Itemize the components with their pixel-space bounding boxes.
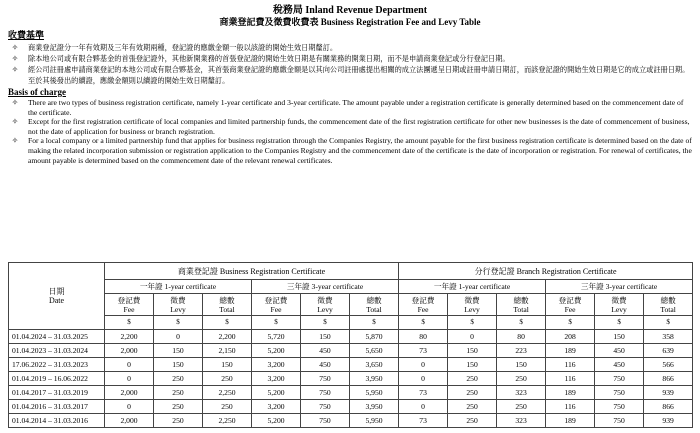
amount-cell: 639 — [644, 344, 693, 358]
amount-cell: 116 — [546, 372, 595, 386]
amount-cell: 2,000 — [105, 414, 154, 428]
table-row — [9, 344, 693, 358]
amount-cell: 323 — [497, 414, 546, 428]
amount-cell: 5,720 — [252, 330, 301, 344]
amount-cell: 189 — [546, 344, 595, 358]
date-range-cell: 01.04.2023 – 31.03.2024 — [9, 344, 105, 358]
amount-cell: 939 — [644, 386, 693, 400]
amount-cell: 750 — [595, 414, 644, 428]
fee-levy-table — [8, 262, 693, 428]
title-en: Inland Revenue Department — [305, 5, 428, 16]
table-row — [9, 358, 693, 372]
date-range-cell: 01.04.2024 – 31.03.2025 — [9, 330, 105, 344]
amount-cell: 3,950 — [350, 372, 399, 386]
amount-cell: 2,250 — [203, 386, 252, 400]
amount-cell: 0 — [448, 330, 497, 344]
column-header-total: 總數 Total — [644, 294, 693, 316]
amount-cell: 0 — [105, 400, 154, 414]
amount-cell: 0 — [154, 330, 203, 344]
amount-cell: 223 — [497, 344, 546, 358]
br-certificate-header: 商業登記證 Business Registration Certificate — [105, 263, 399, 280]
page-subtitle — [8, 17, 692, 29]
amount-cell: 73 — [399, 344, 448, 358]
unit-cell: $ — [252, 316, 301, 330]
amount-cell: 150 — [203, 358, 252, 372]
bullet-icon: ✧ — [11, 65, 19, 74]
page-title — [8, 5, 692, 17]
amount-cell: 189 — [546, 386, 595, 400]
branch-one-year-header: 一年證 1-year certificate — [399, 280, 546, 294]
title-zh: 稅務局 — [272, 5, 303, 16]
subtitle-en: Business Registration Fee and Levy Table — [320, 17, 481, 27]
unit-cell: $ — [203, 316, 252, 330]
amount-cell: 250 — [154, 386, 203, 400]
amount-cell: 0 — [105, 372, 154, 386]
subtitle-zh: 商業登記費及徵費收費表 — [219, 18, 319, 28]
table-row — [9, 414, 693, 428]
br-one-year-header: 一年證 1-year certificate — [105, 280, 252, 294]
amount-cell: 0 — [399, 372, 448, 386]
amount-cell: 250 — [448, 414, 497, 428]
amount-cell: 323 — [497, 386, 546, 400]
amount-cell: 939 — [644, 414, 693, 428]
amount-cell: 250 — [448, 386, 497, 400]
amount-cell: 2,200 — [105, 330, 154, 344]
amount-cell: 250 — [497, 400, 546, 414]
amount-cell: 250 — [203, 372, 252, 386]
unit-cell: $ — [350, 316, 399, 330]
amount-cell: 450 — [595, 358, 644, 372]
amount-cell: 866 — [644, 372, 693, 386]
amount-cell: 250 — [154, 372, 203, 386]
column-header-total: 總數 Total — [203, 294, 252, 316]
amount-cell: 750 — [595, 400, 644, 414]
amount-cell: 250 — [448, 400, 497, 414]
amount-cell: 750 — [595, 372, 644, 386]
amount-cell: 5,650 — [350, 344, 399, 358]
amount-cell: 73 — [399, 386, 448, 400]
amount-cell: 450 — [301, 358, 350, 372]
table-row — [9, 330, 693, 344]
amount-cell: 5,200 — [252, 386, 301, 400]
column-header-fee: 登記費 Fee — [105, 294, 154, 316]
table-row — [9, 386, 693, 400]
unit-cell: $ — [497, 316, 546, 330]
basis-item-zh: ✧ 商業登記證分一年有效期及三年有效期兩種，登記證的應繳金額一般以該證的開始生效日期釐訂。 — [8, 42, 692, 53]
unit-cell: $ — [301, 316, 350, 330]
amount-cell: 2,000 — [105, 386, 154, 400]
amount-cell: 2,250 — [203, 414, 252, 428]
bullet-icon: ✧ — [11, 136, 19, 146]
amount-cell: 150 — [595, 330, 644, 344]
amount-cell: 750 — [301, 372, 350, 386]
br-three-year-header: 三年證 3-year certificate — [252, 280, 399, 294]
column-header-fee: 登記費 Fee — [252, 294, 301, 316]
column-header-fee: 登記費 Fee — [546, 294, 595, 316]
amount-cell: 750 — [301, 414, 350, 428]
column-header-levy: 徵費 Levy — [301, 294, 350, 316]
amount-cell: 3,200 — [252, 372, 301, 386]
amount-cell: 2,150 — [203, 344, 252, 358]
bullet-icon: ✧ — [11, 117, 19, 127]
basis-item-zh: ✧ 除本地公司或有限合夥基金的首張登記證外，其他新開業務的首張登記證的開始生效日期是有關業務的開業日期，而不是申請商業登記或分行登記日期。 — [8, 53, 692, 64]
amount-cell: 2,000 — [105, 344, 154, 358]
amount-cell: 750 — [301, 386, 350, 400]
amount-cell: 150 — [448, 358, 497, 372]
amount-cell: 250 — [154, 400, 203, 414]
amount-cell: 450 — [595, 344, 644, 358]
basis-item-en: ✧ Except for the first registration certificate of local companies and limited partnership funds, the commencement date of the first registration certificate for other new businesses is the date of commencement of business, not the date of application for business or branch registration. — [8, 117, 692, 136]
unit-cell: $ — [595, 316, 644, 330]
basis-heading-zh: 收費基準 — [8, 31, 45, 41]
branch-three-year-header: 三年證 3-year certificate — [546, 280, 693, 294]
amount-cell: 150 — [448, 344, 497, 358]
unit-row — [9, 316, 693, 330]
column-header-levy: 徵費 Levy — [595, 294, 644, 316]
column-header-total: 總數 Total — [350, 294, 399, 316]
table-body — [9, 330, 693, 428]
amount-cell: 5,950 — [350, 386, 399, 400]
column-header-total: 總數 Total — [497, 294, 546, 316]
amount-cell: 150 — [497, 358, 546, 372]
amount-cell: 189 — [546, 414, 595, 428]
amount-cell: 3,950 — [350, 400, 399, 414]
amount-cell: 3,650 — [350, 358, 399, 372]
amount-cell: 0 — [105, 358, 154, 372]
basis-item-en: ✧ For a local company or a limited partnership fund that applies for business registration through the Companies Registry, the amount payable for the first business registration certificate is determined based on the date of making the related incorporation submission or registration application to the Companies Registry and the commencement date of the certificate is the date of incorporation or registration. For renewal of certificates, the amount payable is determined based on the commencement date of the relevant renewal certificates. — [8, 136, 692, 165]
amount-cell: 250 — [497, 372, 546, 386]
amount-cell: 566 — [644, 358, 693, 372]
amount-cell: 450 — [301, 344, 350, 358]
amount-cell: 150 — [154, 344, 203, 358]
column-header-fee: 登記費 Fee — [399, 294, 448, 316]
amount-cell: 250 — [448, 372, 497, 386]
column-header-levy: 徵費 Levy — [154, 294, 203, 316]
date-range-cell: 01.04.2019 – 16.06.2022 — [9, 372, 105, 386]
column-header-row — [9, 294, 693, 316]
basis-heading-en: Basis of charge — [8, 87, 66, 97]
basis-list-en — [8, 98, 692, 165]
amount-cell: 750 — [595, 386, 644, 400]
date-range-cell: 01.04.2017 – 31.03.2019 — [9, 386, 105, 400]
amount-cell: 80 — [399, 330, 448, 344]
amount-cell: 116 — [546, 358, 595, 372]
amount-cell: 5,870 — [350, 330, 399, 344]
amount-cell: 250 — [154, 414, 203, 428]
amount-cell: 250 — [203, 400, 252, 414]
bullet-icon: ✧ — [11, 43, 19, 52]
basis-list-zh — [8, 42, 692, 86]
amount-cell: 3,200 — [252, 358, 301, 372]
amount-cell: 208 — [546, 330, 595, 344]
amount-cell: 5,950 — [350, 414, 399, 428]
date-header: 日期 Date — [9, 263, 105, 330]
bullet-icon: ✧ — [11, 54, 19, 63]
amount-cell: 3,200 — [252, 400, 301, 414]
amount-cell: 0 — [399, 358, 448, 372]
amount-cell: 116 — [546, 400, 595, 414]
date-range-cell: 01.04.2014 – 31.03.2016 — [9, 414, 105, 428]
table-row — [9, 400, 693, 414]
unit-cell: $ — [105, 316, 154, 330]
amount-cell: 5,200 — [252, 414, 301, 428]
amount-cell: 5,200 — [252, 344, 301, 358]
amount-cell: 2,200 — [203, 330, 252, 344]
amount-cell: 750 — [301, 400, 350, 414]
basis-item-en: ✧ There are two types of business registration certificate, namely 1-year certificate and 3-year certificate. The amount payable under a registration certificate is generally determined based on the commencement date of the certificate. — [8, 98, 692, 117]
amount-cell: 150 — [301, 330, 350, 344]
amount-cell: 80 — [497, 330, 546, 344]
column-header-levy: 徵費 Levy — [448, 294, 497, 316]
date-range-cell: 01.04.2016 – 31.03.2017 — [9, 400, 105, 414]
table-row — [9, 372, 693, 386]
branch-certificate-header: 分行登記證 Branch Registration Certificate — [399, 263, 693, 280]
unit-cell: $ — [399, 316, 448, 330]
unit-cell: $ — [448, 316, 497, 330]
amount-cell: 866 — [644, 400, 693, 414]
unit-cell: $ — [644, 316, 693, 330]
basis-item-zh: ✧ 經公司註冊處申請商業登記的本地公司或有限合夥基金，其首張商業登記證的應繳金額是以其向公司註冊處提出相關的成立法團遞呈日期或註冊申請日期訂，而該登記證的開始生效日期是它的成立或註冊日期。至於其後發出的續證，應繳金額則以續證的開始生效日期釐訂。 — [8, 64, 692, 86]
amount-cell: 73 — [399, 414, 448, 428]
bullet-icon: ✧ — [11, 98, 19, 107]
amount-cell: 358 — [644, 330, 693, 344]
unit-cell: $ — [546, 316, 595, 330]
amount-cell: 150 — [154, 358, 203, 372]
unit-cell: $ — [154, 316, 203, 330]
date-range-cell: 17.06.2022 – 31.03.2023 — [9, 358, 105, 372]
amount-cell: 0 — [399, 400, 448, 414]
